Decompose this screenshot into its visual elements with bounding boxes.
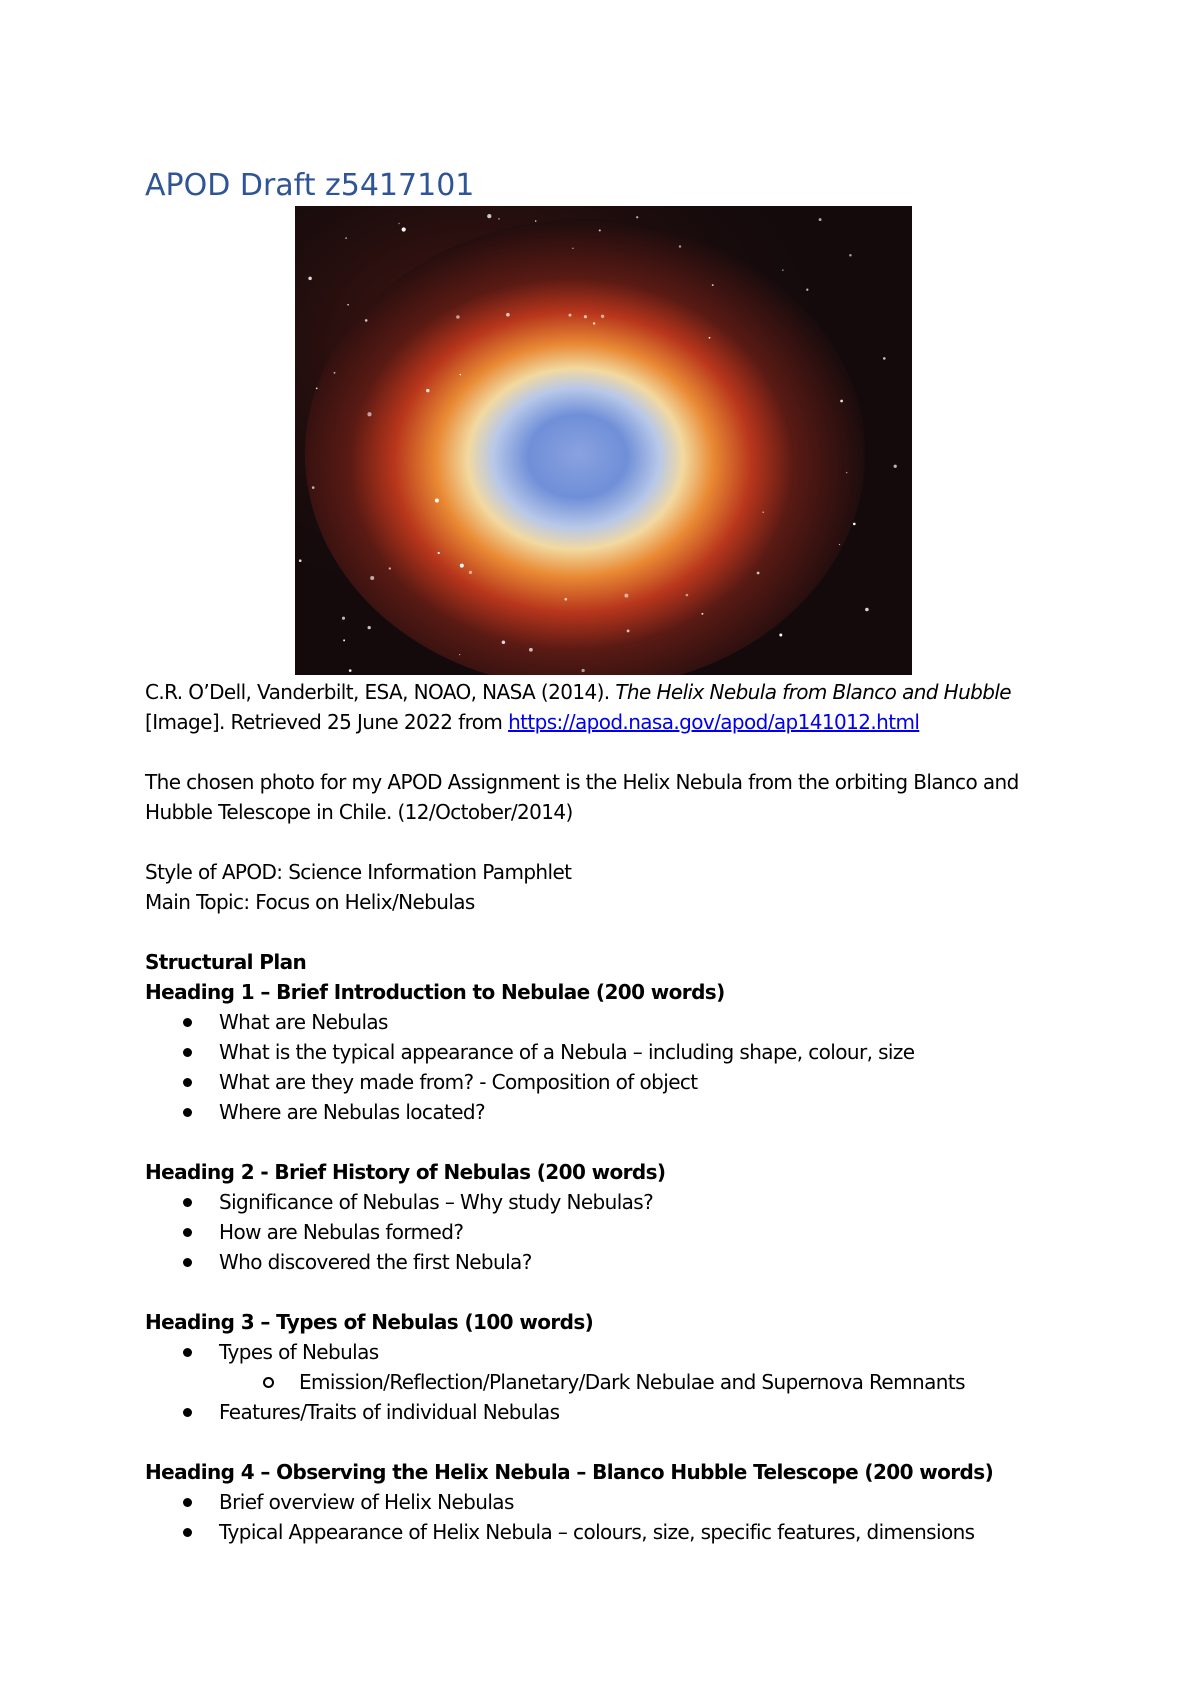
star [506, 313, 510, 317]
star [883, 357, 886, 360]
list-item: What are they made from? - Composition of object [145, 1067, 1085, 1097]
topic-line: Main Topic: Focus on Helix/Nebulas [145, 890, 475, 914]
bullet-icon [183, 1258, 192, 1267]
star [367, 412, 371, 416]
list-item: What is the typical appearance of a Nebula – including shape, colour, size [145, 1037, 1085, 1067]
star [316, 388, 318, 390]
star [593, 322, 595, 324]
star [426, 389, 429, 392]
star [502, 641, 506, 645]
bullet-icon [183, 1048, 192, 1057]
sub-list-item: Emission/Reflection/Planetary/Dark Nebulae and Supernova Remnants [219, 1367, 1085, 1397]
section-2-list [145, 1187, 1085, 1277]
intro-line-1: The chosen photo for my APOD Assignment is the Helix Nebula from the orbiting Blanco and [145, 770, 1019, 794]
star [679, 245, 682, 248]
bullet-icon [183, 1108, 192, 1117]
star [779, 634, 782, 637]
star [806, 289, 808, 291]
star [370, 576, 374, 580]
section-4-list [145, 1487, 1085, 1547]
list-item: Significance of Nebulas – Why study Nebulas? [145, 1187, 1085, 1217]
star [846, 472, 847, 473]
document-body [145, 677, 1085, 1547]
star [849, 254, 852, 257]
star [569, 314, 572, 317]
star [312, 486, 315, 489]
bullet-icon [183, 1408, 192, 1417]
star [345, 237, 347, 239]
star [349, 669, 352, 672]
star [599, 229, 601, 231]
citation-line-2: [Image]. Retrieved 25 June 2022 from https://apod.nasa.gov/apod/ap141012.html [145, 710, 920, 734]
star [469, 571, 472, 574]
star [819, 218, 822, 221]
section-heading-2: Heading 2 - Brief History of Nebulas (200 words) [145, 1160, 666, 1184]
star [840, 400, 843, 403]
star [398, 223, 399, 224]
citation-line-1: C.R. O’Dell, Vanderbilt, ESA, NOAO, NASA (2014). The Helix Nebula from Blanco and Hubble [145, 680, 1012, 704]
bullet-icon [183, 1228, 192, 1237]
bullet-icon [183, 1018, 192, 1027]
sub-list [219, 1367, 1085, 1397]
bullet-icon [183, 1198, 192, 1207]
list-item: Features/Traits of individual Nebulas [145, 1397, 1085, 1427]
section-heading-1: Heading 1 – Brief Introduction to Nebulae (200 words) [145, 980, 725, 1004]
star [584, 315, 587, 318]
bullet-icon [183, 1078, 192, 1087]
star [782, 269, 784, 271]
star [308, 277, 311, 280]
structural-plan-heading: Structural Plan [145, 950, 307, 974]
star [459, 654, 460, 655]
star [402, 227, 406, 231]
star [456, 315, 460, 319]
star [368, 626, 371, 629]
list-item: Types of Nebulas Emission/Reflection/Planetary/Dark Nebulae and Supernova Remnants [145, 1337, 1085, 1397]
hollow-bullet-icon [263, 1377, 274, 1388]
star [762, 511, 764, 513]
star [487, 214, 491, 218]
star [627, 629, 630, 632]
list-item: Who discovered the first Nebula? [145, 1247, 1085, 1277]
bullet-icon [183, 1528, 192, 1537]
page-title: APOD Draft z5417101 [145, 168, 475, 203]
star [460, 374, 461, 375]
section-1-list [145, 1007, 1085, 1127]
bullet-icon [183, 1498, 192, 1507]
star [701, 613, 703, 615]
star [299, 559, 302, 562]
star [894, 465, 897, 468]
star [581, 669, 584, 672]
list-item: What are Nebulas [145, 1007, 1085, 1037]
star [712, 284, 714, 286]
star [365, 319, 368, 322]
citation-work-title: The Helix Nebula from Blanco and Hubble [615, 680, 1012, 704]
style-line: Style of APOD: Science Information Pamphlet [145, 860, 572, 884]
star [460, 564, 464, 568]
star [342, 617, 345, 620]
star [865, 608, 869, 612]
citation-link[interactable]: https://apod.nasa.gov/apod/ap141012.html [508, 710, 920, 734]
star [636, 216, 638, 218]
star [347, 304, 349, 306]
list-item: Typical Appearance of Helix Nebula – colours, size, specific features, dimensions [145, 1517, 1085, 1547]
list-item: Where are Nebulas located? [145, 1097, 1085, 1127]
star [624, 594, 628, 598]
list-item: Brief overview of Helix Nebulas [145, 1487, 1085, 1517]
star [334, 372, 336, 374]
star [853, 523, 856, 526]
star [389, 567, 391, 569]
bullet-icon [183, 1348, 192, 1357]
star [709, 337, 711, 339]
star [435, 498, 439, 502]
star [686, 594, 689, 597]
star [572, 248, 573, 249]
star [343, 639, 345, 641]
star [535, 220, 537, 222]
section-3-list [145, 1337, 1085, 1427]
section-heading-4: Heading 4 – Observing the Helix Nebula – Blanco Hubble Telescope (200 words) [145, 1460, 994, 1484]
star [498, 218, 499, 219]
nebula-body [305, 219, 865, 675]
star [529, 648, 533, 652]
helix-nebula-image [295, 206, 912, 675]
star [757, 572, 760, 575]
list-item: How are Nebulas formed? [145, 1217, 1085, 1247]
intro-line-2: Hubble Telescope in Chile. (12/October/2014) [145, 800, 573, 824]
star [839, 544, 840, 545]
star [564, 598, 567, 601]
section-heading-3: Heading 3 – Types of Nebulas (100 words) [145, 1310, 594, 1334]
star [601, 315, 604, 318]
star [438, 552, 440, 554]
